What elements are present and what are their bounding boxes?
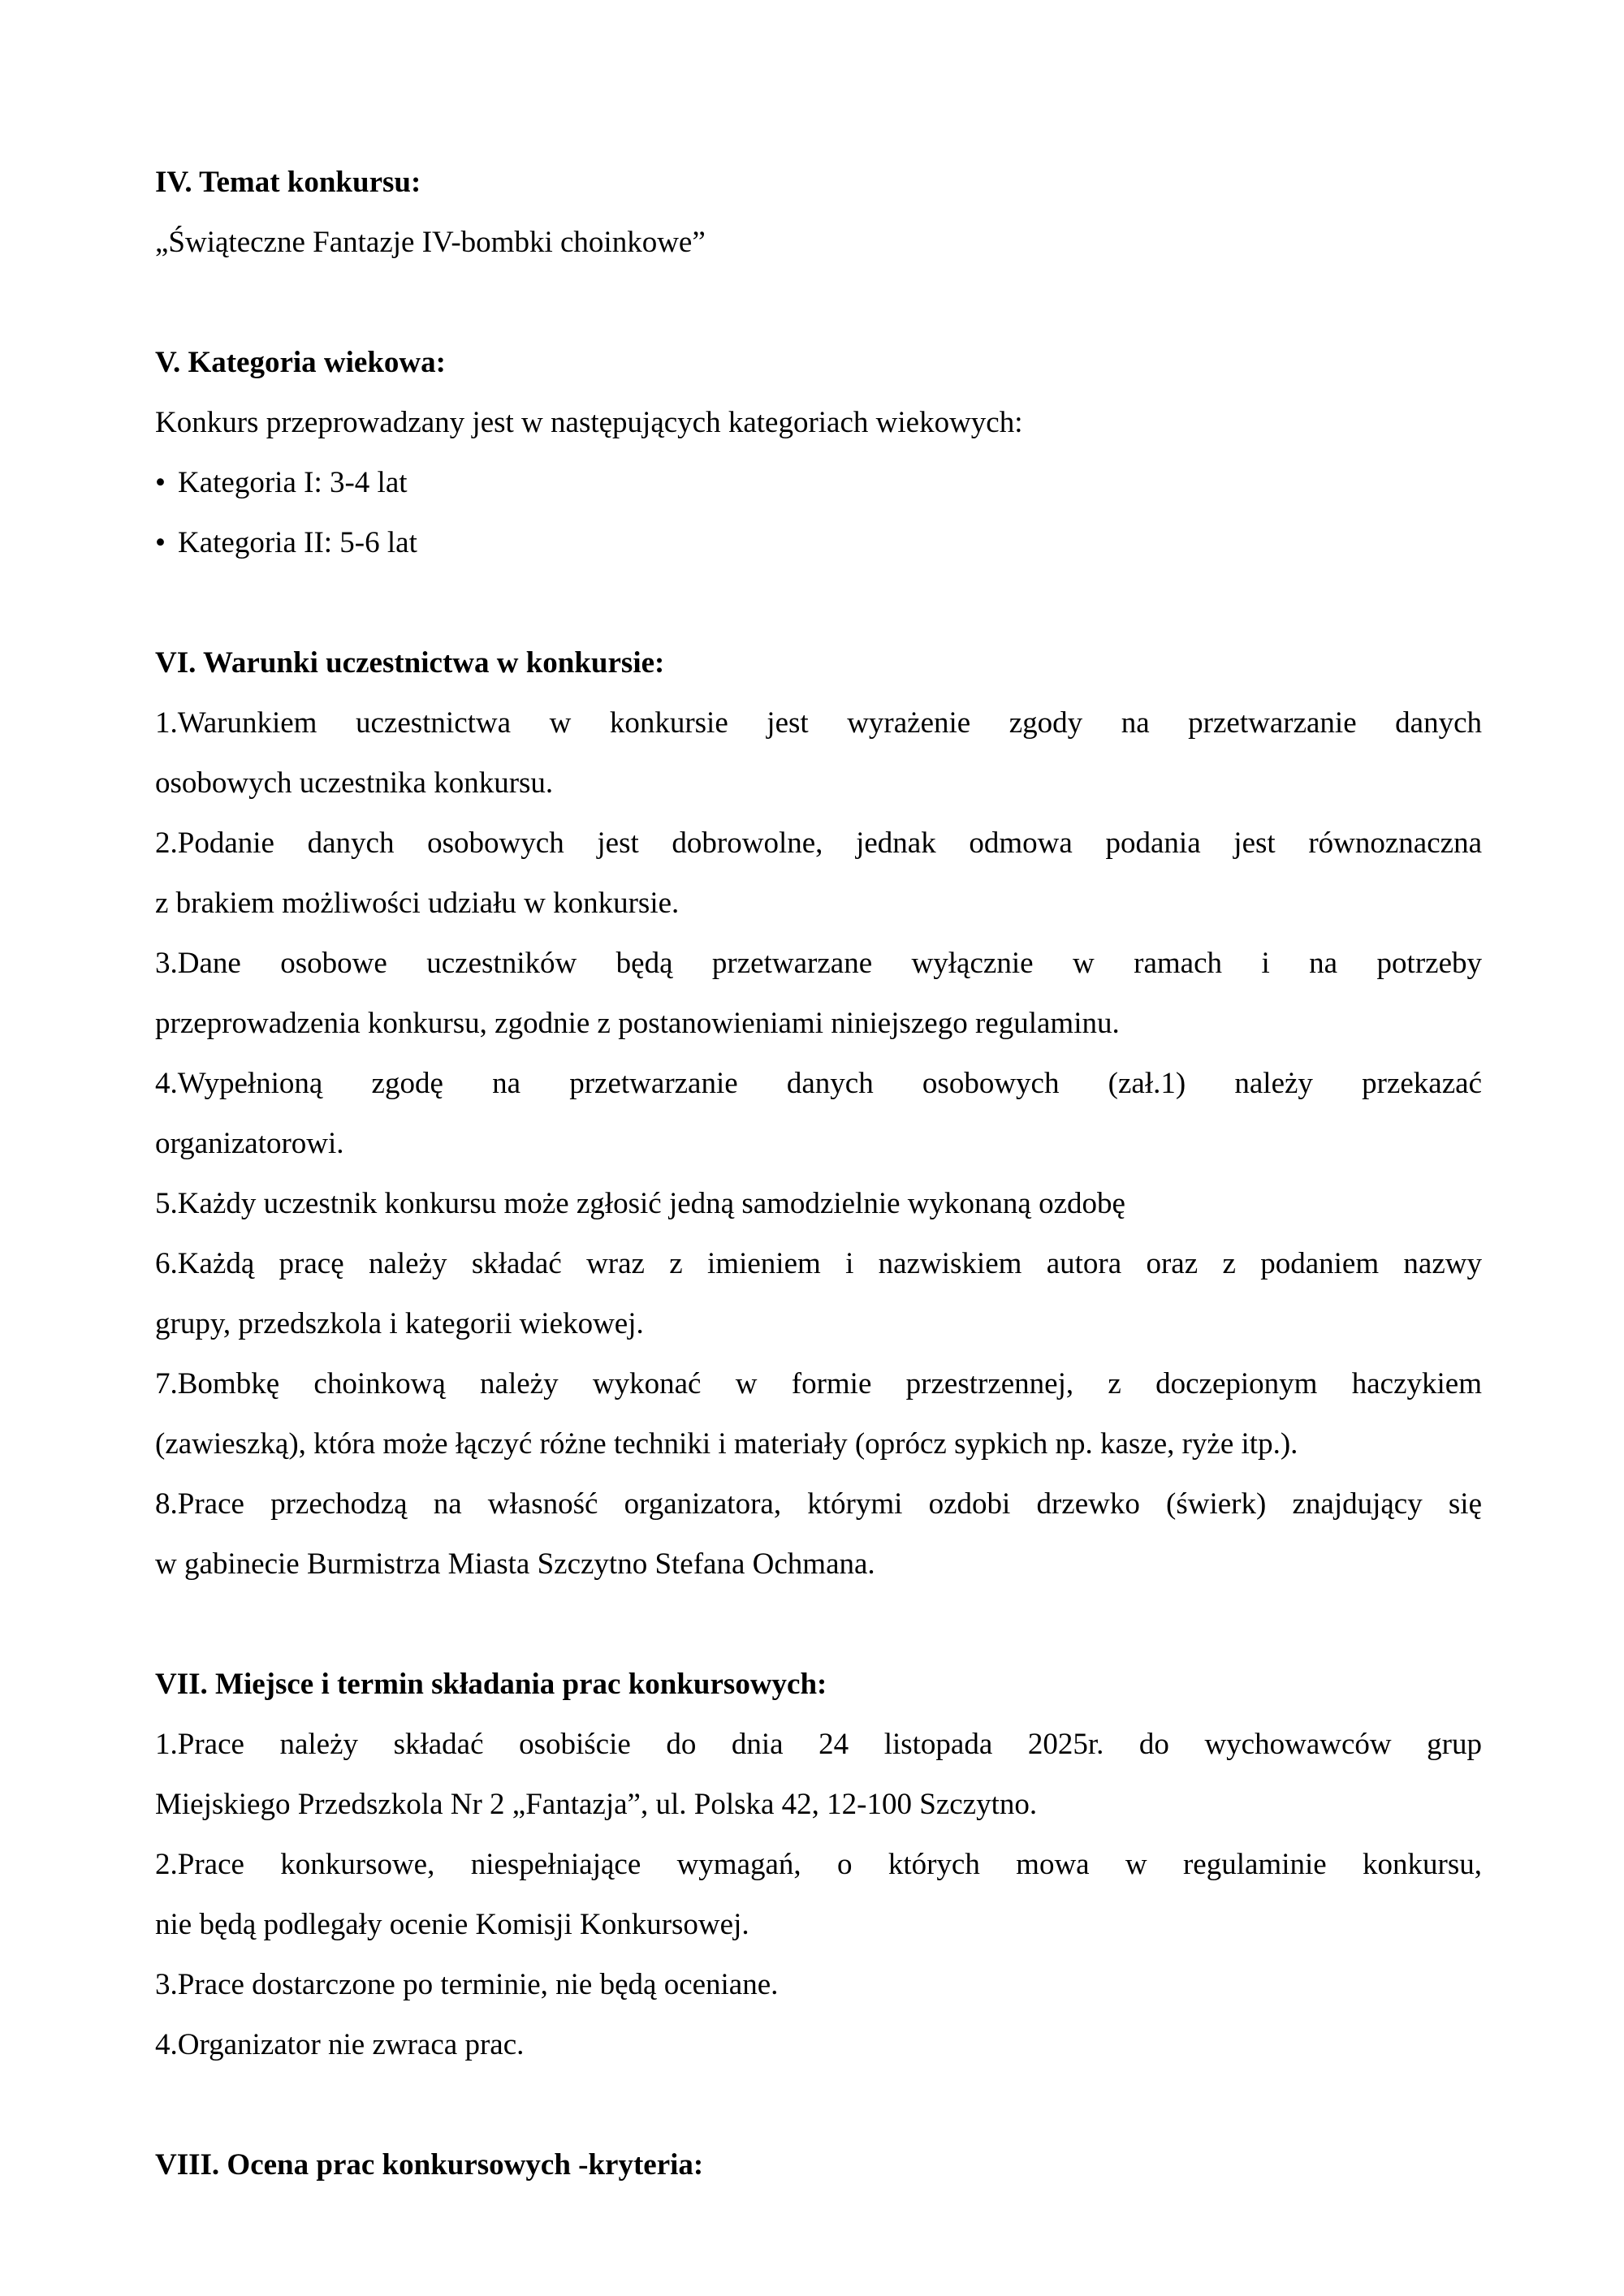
bullet-icon: • xyxy=(155,466,166,499)
section-viii-heading: VIII. Ocena prac konkursowych -kryteria: xyxy=(155,2148,704,2182)
age-category-item xyxy=(155,453,1482,513)
participation-rule-line: 1.Warunkiem uczestnictwa w konkursie jest wyrażenie zgody na przetwarzanie danych xyxy=(155,706,1482,740)
submission-rule-line: 1.Prace należy składać osobiście do dnia 24 listopada 2025r. do wychowawców grup xyxy=(155,1728,1482,1761)
participation-rule-line: osobowych uczestnika konkursu. xyxy=(155,766,554,800)
submission-rule-line: 2.Prace konkursowe, niespełniające wymagań, o których mowa w regulaminie konkursu, xyxy=(155,1848,1482,1881)
participation-rule-line: organizatorowi. xyxy=(155,1127,344,1160)
age-category-label: Kategoria I: 3-4 lat xyxy=(178,466,408,499)
spacer xyxy=(155,2075,1482,2135)
participation-rule-line: 4.Wypełnioną zgodę na przetwarzanie danych osobowych (zał.1) należy przekazać xyxy=(155,1067,1482,1100)
participation-rule-line: (zawieszką), która może łączyć różne techniki i materiały (oprócz sypkich np. kasze, ryże itp.). xyxy=(155,1427,1298,1461)
document-page xyxy=(155,153,1482,2195)
spacer xyxy=(155,573,1482,633)
participation-rule-line: 7.Bombkę choinkową należy wykonać w formie przestrzennej, z doczepionym haczykiem xyxy=(155,1367,1482,1400)
participation-rule-line: 2.Podanie danych osobowych jest dobrowolne, jednak odmowa podania jest równoznaczna xyxy=(155,826,1482,860)
participation-rule-line: 5.Każdy uczestnik konkursu może zgłosić jedną samodzielnie wykonaną ozdobę xyxy=(155,1187,1125,1220)
age-category-label: Kategoria II: 5-6 lat xyxy=(178,526,417,559)
section-vii-heading: VII. Miejsce i termin składania prac konkursowych: xyxy=(155,1668,827,1701)
participation-rule-line: 3.Dane osobowe uczestników będą przetwarzane wyłącznie w ramach i na potrzeby xyxy=(155,947,1482,980)
spacer xyxy=(155,273,1482,333)
participation-rule-line: przeprowadzenia konkursu, zgodnie z postanowieniami niniejszego regulaminu. xyxy=(155,1007,1120,1040)
section-vi-heading: VI. Warunki uczestnictwa w konkursie: xyxy=(155,646,665,680)
bullet-icon: • xyxy=(155,526,166,559)
participation-rule-line: z brakiem możliwości udziału w konkursie. xyxy=(155,887,680,920)
age-category-intro: Konkurs przeprowadzany jest w następujących kategoriach wiekowych: xyxy=(155,406,1023,439)
participation-rule-line: w gabinecie Burmistrza Miasta Szczytno Stefana Ochmana. xyxy=(155,1547,875,1581)
submission-rule-line: 4.Organizator nie zwraca prac. xyxy=(155,2028,525,2061)
contest-theme: „Świąteczne Fantazje IV-bombki choinkowe” xyxy=(155,226,706,259)
age-category-item xyxy=(155,513,1482,573)
submission-rule-line: nie będą podlegały ocenie Komisji Konkursowej. xyxy=(155,1908,749,1941)
participation-rule-line: 8.Prace przechodzą na własność organizatora, którymi ozdobi drzewko (świerk) znajdujący się xyxy=(155,1487,1482,1521)
submission-rule-line: 3.Prace dostarczone po terminie, nie będą oceniane. xyxy=(155,1968,779,2001)
submission-rule-line: Miejskiego Przedszkola Nr 2 „Fantazja”, ul. Polska 42, 12-100 Szczytno. xyxy=(155,1788,1038,1821)
spacer xyxy=(155,1595,1482,1655)
section-v-heading: V. Kategoria wiekowa: xyxy=(155,346,446,379)
participation-rule-line: grupy, przedszkola i kategorii wiekowej. xyxy=(155,1307,644,1340)
participation-rule-line: 6.Każdą pracę należy składać wraz z imieniem i nazwiskiem autora oraz z podaniem nazwy xyxy=(155,1247,1482,1280)
section-iv-heading: IV. Temat konkursu: xyxy=(155,166,421,199)
